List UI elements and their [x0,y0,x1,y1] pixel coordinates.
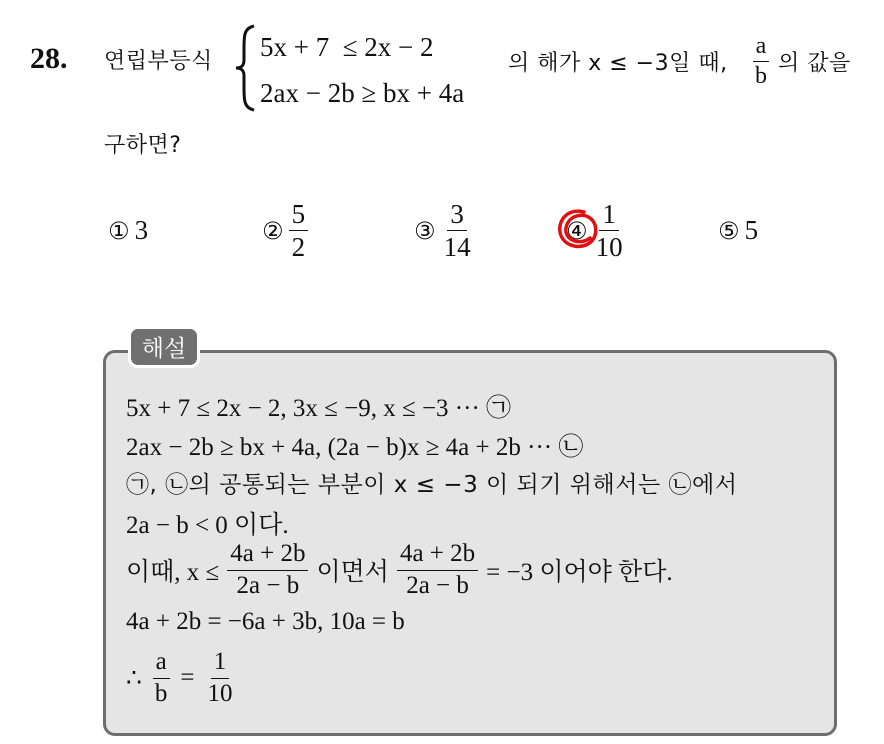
choice-3[interactable]: ③ $\frac{3}{14}$ [414,200,474,262]
choice-5[interactable]: ⑤ 5 [718,215,759,245]
solution-line-7: ∴ $\frac{a}{b}$ = $\frac{1}{10}$ [126,646,236,710]
problem-condition: 의 해가 x ≤ −3일 때, [508,51,728,76]
solution-line-3: ㉠, ㉡의 공통되는 부분이 x ≤ −3 이 되기 위해서는 ㉡에서 [126,472,738,498]
choice-1[interactable]: ① 3 [108,215,149,245]
choice-2[interactable]: ② $\frac{5}{2}$ [262,200,308,262]
choice-3-fraction: $\frac{3}{14}$ [443,199,471,263]
answer-circle-mark-icon [554,206,602,254]
inequality-1: 5x + 7 ≤ 2x − 2 [260,32,434,62]
problem-number: 28. [30,42,68,75]
solution-fraction-a-over-b: $\frac{a}{b}$ [152,649,171,707]
problem-tail: 의 값을 [778,51,851,76]
solution-label: 해설 [128,326,200,368]
choice-4[interactable]: ④ $\frac{1}{10}$ [566,200,626,262]
solution-line-2: 2ax − 2b ≥ bx + 4a, (2a − b)x ≥ 4a + 2b ··· ㉡ [126,434,584,461]
solution-fraction-2: $\frac{4a + 2b}{2a - b}$ [397,541,478,599]
fraction-a-over-b: $\frac{a}{b}$ [752,34,770,89]
solution-line-5: 이때, x ≤ $\frac{4a + 2b}{2a - b}$ 이면서 $\frac{4a + 2b}{2a - b}$ = −3 이어야 한다. [126,540,673,599]
solution-line-1: 5x + 7 ≤ 2x − 2, 3x ≤ −9, x ≤ −3 ··· ㉠ [126,395,512,422]
problem-question: 구하면? [104,133,182,158]
inequality-2: 2ax − 2b ≥ bx + 4a [260,78,465,108]
solution-fraction-result: $\frac{1}{10}$ [207,648,233,707]
solution-fraction-1: $\frac{4a + 2b}{2a - b}$ [227,541,308,599]
problem-intro: 연립부등식 [104,49,213,74]
left-brace-icon [234,24,256,112]
choice-4-fraction: $\frac{1}{10}$ [595,199,623,263]
solution-line-4: 2a − b < 0 이다. [126,512,289,539]
solution-line-6: 4a + 2b = −6a + 3b, 10a = b [126,608,405,635]
choice-2-fraction: $\frac{5}{2}$ [289,200,309,262]
